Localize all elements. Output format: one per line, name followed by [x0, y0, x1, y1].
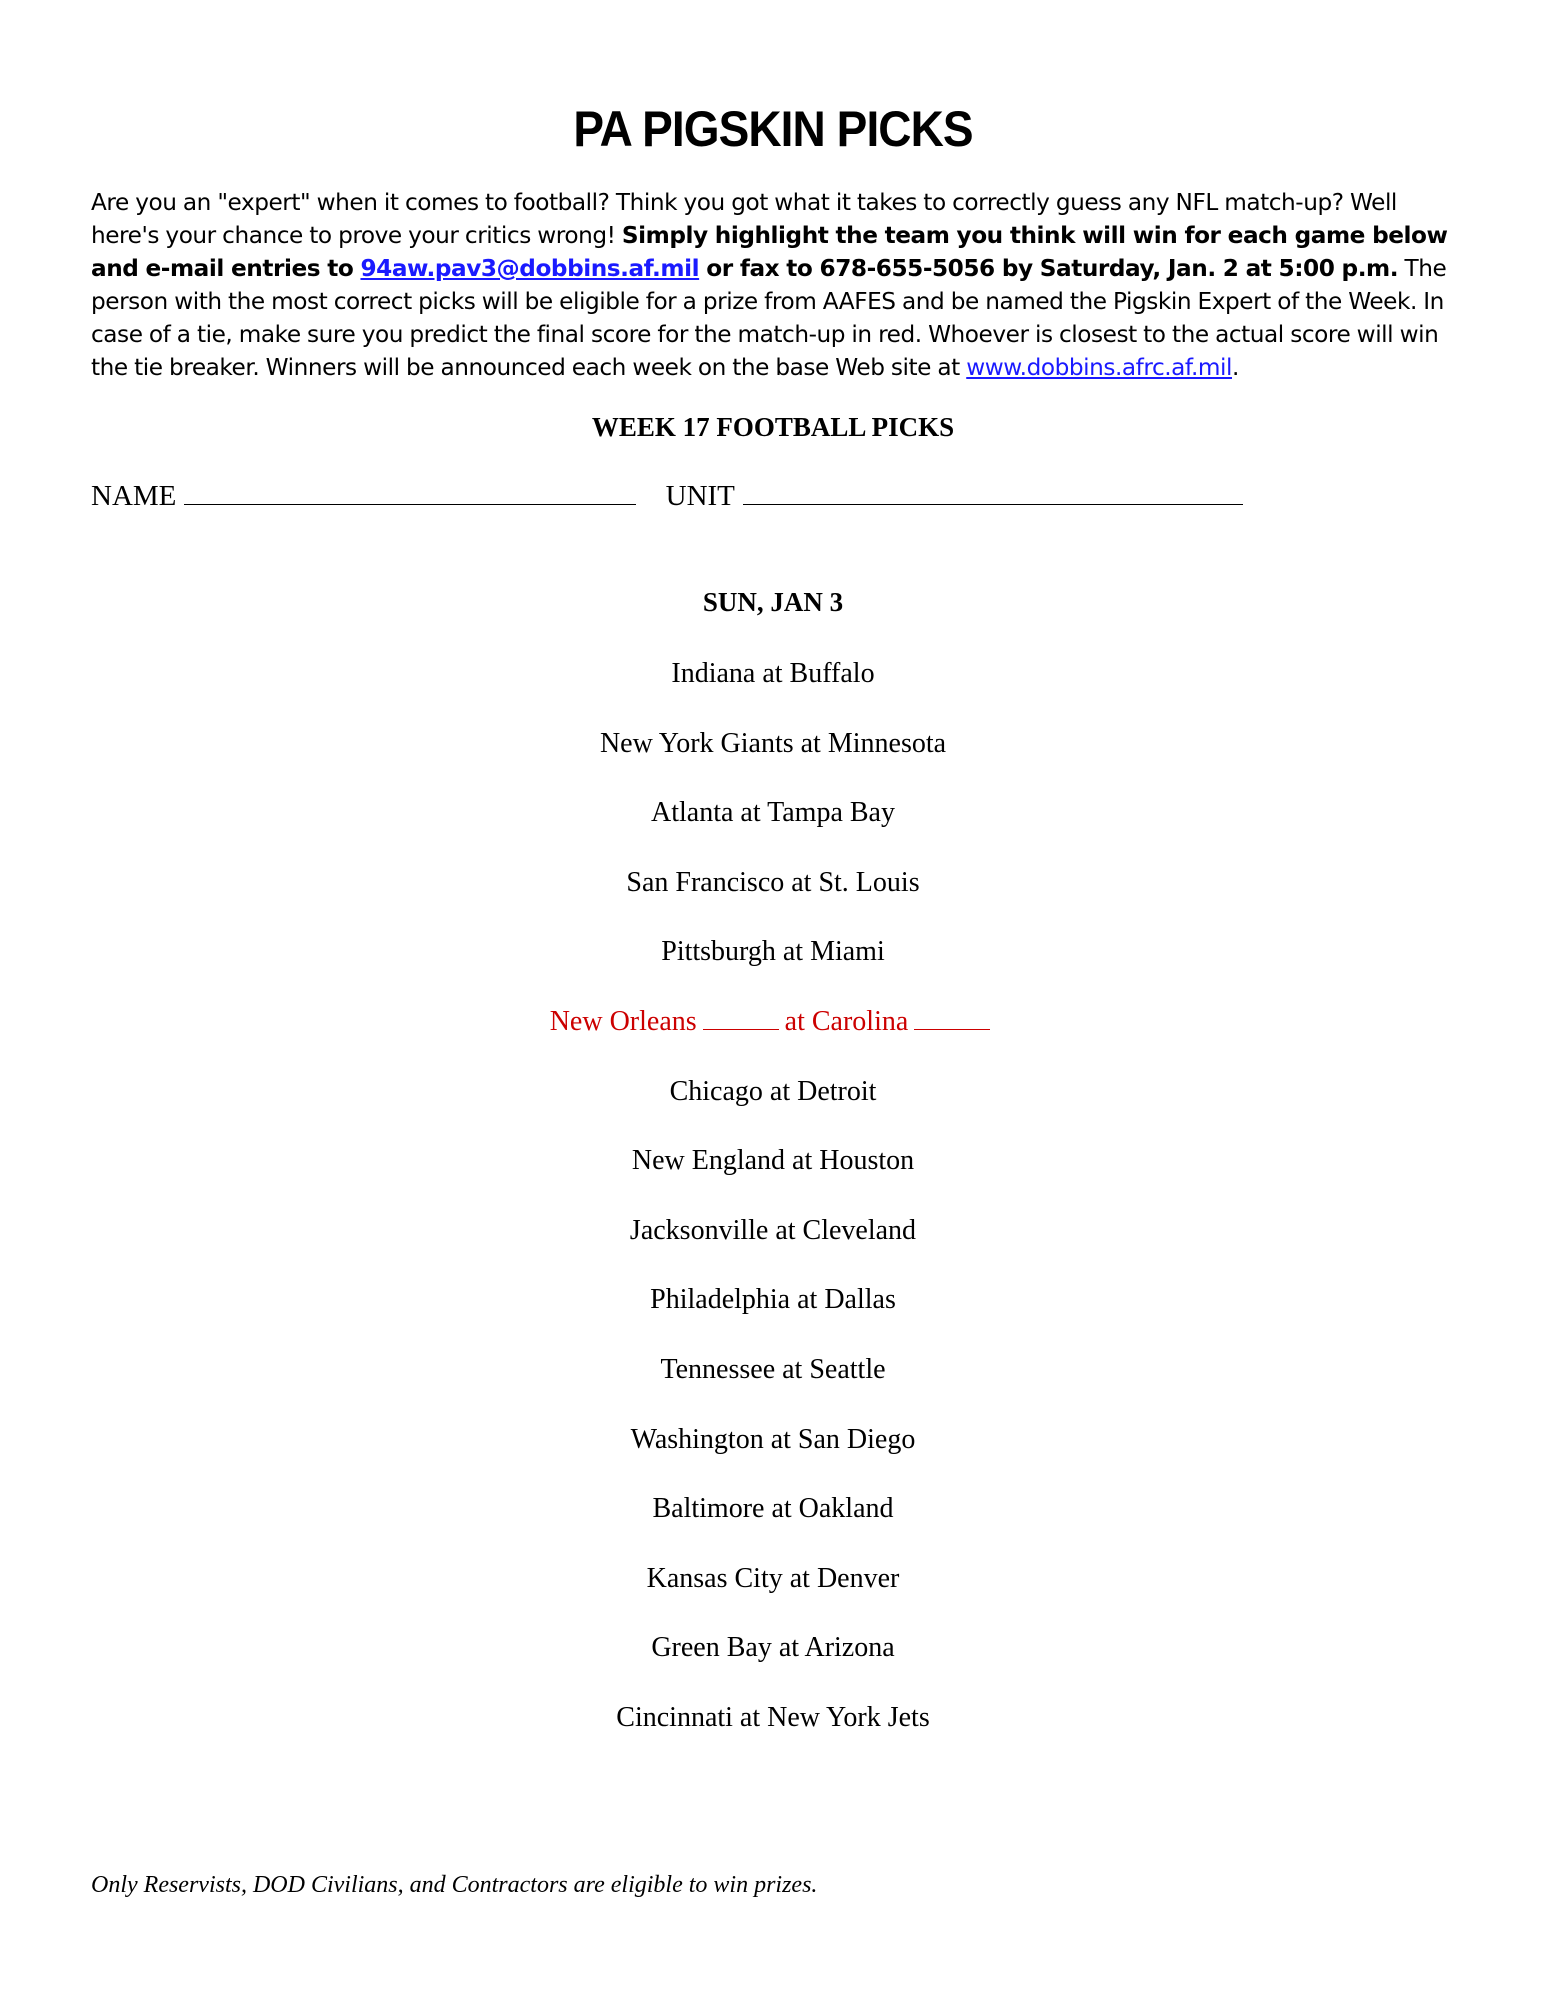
tiebreaker-game-item[interactable] [0, 998, 1546, 1068]
intro-text-2: The person with the most correct picks will be eligible for a prize from AAFES and be named the Pigskin Expert of the Week. In case of a tie, make sure you predict the final score for the match-up in red. Whoever is closest to the actual score will win the tie breaker. Winners will be announced each week on the base Web site at [91, 255, 1447, 381]
email-link[interactable]: 94aw.pav3@dobbins.af.mil [360, 255, 700, 282]
eligibility-note: Only Reservists, DOD Civilians, and Contractors are eligible to win prizes. [91, 1872, 818, 1898]
intro-text-3: . [1232, 354, 1239, 381]
game-item[interactable]: Jacksonville at Cleveland [629, 1214, 917, 1246]
game-item[interactable]: New York Giants at Minnesota [599, 727, 947, 759]
intro-instructions-2: or fax to 678-655-5056 by Saturday, Jan. 2 at 5:00 p.m. [699, 255, 1399, 282]
game-item[interactable]: Tennessee at Seattle [660, 1353, 886, 1385]
page-title: PA PIGSKIN PICKS [573, 101, 973, 157]
website-link[interactable]: www.dobbins.afrc.af.mil [966, 354, 1232, 381]
game-item[interactable]: Kansas City at Denver [646, 1562, 900, 1594]
game-item[interactable]: Chicago at Detroit [669, 1075, 877, 1107]
game-item[interactable]: Washington at San Diego [630, 1423, 916, 1455]
intro-text-1: Are you an "expert" when it comes to football? Think you got what it takes to correctly guess any NFL match-up? Well here's your chance to prove your critics wrong! [91, 189, 1397, 249]
game-item[interactable]: New England at Houston [631, 1145, 915, 1177]
games-list [0, 650, 1546, 1764]
game-item[interactable]: Indiana at Buffalo [671, 658, 875, 689]
game-item[interactable]: San Francisco at St. Louis [626, 866, 920, 898]
game-item[interactable]: Cincinnati at New York Jets [616, 1701, 930, 1733]
unit-label: UNIT [665, 480, 735, 512]
name-field[interactable] [184, 478, 636, 505]
tiebreaker-score2-field[interactable] [914, 1007, 990, 1030]
game-item[interactable]: Pittsburgh at Miami [661, 936, 885, 968]
game-item[interactable]: Baltimore at Oakland [652, 1493, 894, 1525]
entry-fields [91, 478, 1243, 513]
game-item[interactable]: Atlanta at Tampa Bay [650, 797, 895, 829]
week-heading: WEEK 17 FOOTBALL PICKS [591, 412, 955, 442]
name-label: NAME [91, 480, 177, 512]
tiebreaker-team1: New Orleans [549, 1005, 697, 1037]
game-item[interactable]: Philadelphia at Dallas [650, 1284, 896, 1316]
tiebreaker-score1-field[interactable] [703, 1007, 779, 1030]
intro-instructions-1: Simply highlight the team you think will win for each game below and e-mail entries to [91, 222, 1448, 282]
tiebreaker-team2: at Carolina [784, 1005, 909, 1037]
intro-paragraph [91, 186, 1471, 384]
game-item[interactable]: Green Bay at Arizona [651, 1632, 895, 1664]
unit-field[interactable] [743, 478, 1243, 505]
date-heading: SUN, JAN 3 [702, 587, 844, 617]
